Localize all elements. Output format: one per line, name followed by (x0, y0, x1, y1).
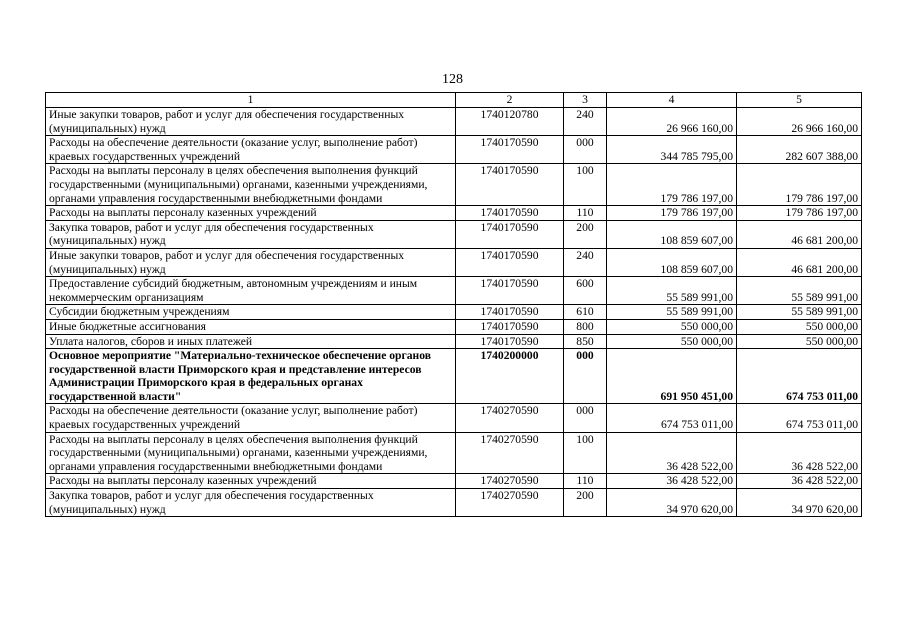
table-row (46, 164, 862, 206)
row-value-col4: 344 785 795,00 (607, 136, 737, 164)
row-name-cell: Расходы на выплаты персоналу казенных учреждений (46, 474, 456, 489)
table-row (46, 334, 862, 349)
row-code-cell: 1740200000 (456, 349, 564, 404)
row-value-col5: 179 786 197,00 (737, 206, 862, 221)
row-name-cell: Основное мероприятие "Материально-техническое обеспечение органов государственной власти Приморского края и представление интересов Администрации Приморского края в федеральных органах государственной власти" (46, 349, 456, 404)
table-row (46, 489, 862, 517)
row-kind-cell: 850 (564, 334, 607, 349)
row-kind-cell: 240 (564, 248, 607, 276)
table-row (46, 305, 862, 320)
row-kind-cell: 200 (564, 220, 607, 248)
row-kind-cell: 100 (564, 432, 607, 474)
header-row (46, 93, 862, 108)
row-value-col4: 674 753 011,00 (607, 404, 737, 432)
row-code-cell: 1740170590 (456, 334, 564, 349)
table-row (46, 349, 862, 404)
row-value-col4: 36 428 522,00 (607, 432, 737, 474)
row-value-col4: 179 786 197,00 (607, 206, 737, 221)
row-code-cell: 1740170590 (456, 136, 564, 164)
table-row (46, 474, 862, 489)
row-kind-cell: 240 (564, 108, 607, 136)
row-name-cell: Предоставление субсидий бюджетным, автономным учреждениям и иным некоммерческим организациям (46, 277, 456, 305)
table-row (46, 220, 862, 248)
row-kind-cell: 110 (564, 474, 607, 489)
row-name-cell: Расходы на выплаты персоналу в целях обеспечения выполнения функций государственными (муниципальными) органами, казенными учреждениями, органами управления государственными внебюджетными фондами (46, 432, 456, 474)
row-kind-cell: 000 (564, 136, 607, 164)
row-value-col4: 550 000,00 (607, 334, 737, 349)
header-cell-4: 4 (607, 93, 737, 108)
row-value-col4: 26 966 160,00 (607, 108, 737, 136)
row-kind-cell: 000 (564, 404, 607, 432)
row-code-cell: 1740170590 (456, 277, 564, 305)
row-name-cell: Иные закупки товаров, работ и услуг для обеспечения государственных (муниципальных) нужд (46, 248, 456, 276)
row-value-col5: 34 970 620,00 (737, 489, 862, 517)
table-row (46, 248, 862, 276)
header-cell-3: 3 (564, 93, 607, 108)
row-name-cell: Иные бюджетные ассигнования (46, 319, 456, 334)
row-name-cell: Расходы на выплаты персоналу казенных учреждений (46, 206, 456, 221)
row-name-cell: Расходы на обеспечение деятельности (оказание услуг, выполнение работ) краевых государственных учреждений (46, 136, 456, 164)
row-kind-cell: 000 (564, 349, 607, 404)
row-value-col5: 26 966 160,00 (737, 108, 862, 136)
table-row (46, 108, 862, 136)
row-code-cell: 1740170590 (456, 248, 564, 276)
row-value-col5: 36 428 522,00 (737, 474, 862, 489)
row-name-cell: Субсидии бюджетным учреждениям (46, 305, 456, 320)
row-code-cell: 1740170590 (456, 319, 564, 334)
row-value-col5: 550 000,00 (737, 319, 862, 334)
header-cell-1: 1 (46, 93, 456, 108)
row-kind-cell: 610 (564, 305, 607, 320)
row-value-col5: 179 786 197,00 (737, 164, 862, 206)
row-code-cell: 1740170590 (456, 220, 564, 248)
row-value-col5: 46 681 200,00 (737, 248, 862, 276)
row-value-col4: 550 000,00 (607, 319, 737, 334)
table-row (46, 404, 862, 432)
row-code-cell: 1740120780 (456, 108, 564, 136)
table-row (46, 432, 862, 474)
row-code-cell: 1740270590 (456, 489, 564, 517)
table-row (46, 206, 862, 221)
row-code-cell: 1740270590 (456, 474, 564, 489)
row-name-cell: Расходы на обеспечение деятельности (оказание услуг, выполнение работ) краевых государственных учреждений (46, 404, 456, 432)
row-value-col5: 46 681 200,00 (737, 220, 862, 248)
row-value-col5: 674 753 011,00 (737, 404, 862, 432)
row-value-col5: 55 589 991,00 (737, 305, 862, 320)
row-value-col5: 55 589 991,00 (737, 277, 862, 305)
row-kind-cell: 110 (564, 206, 607, 221)
row-value-col4: 179 786 197,00 (607, 164, 737, 206)
header-cell-2: 2 (456, 93, 564, 108)
row-name-cell: Расходы на выплаты персоналу в целях обеспечения выполнения функций государственными (муниципальными) органами, казенными учреждениями, органами управления государственными внебюджетными фондами (46, 164, 456, 206)
row-value-col4: 108 859 607,00 (607, 248, 737, 276)
row-name-cell: Иные закупки товаров, работ и услуг для обеспечения государственных (муниципальных) нужд (46, 108, 456, 136)
row-kind-cell: 600 (564, 277, 607, 305)
page-number: 128 (442, 72, 463, 87)
row-code-cell: 1740170590 (456, 164, 564, 206)
row-code-cell: 1740170590 (456, 206, 564, 221)
row-value-col4: 108 859 607,00 (607, 220, 737, 248)
row-value-col4: 55 589 991,00 (607, 277, 737, 305)
row-kind-cell: 200 (564, 489, 607, 517)
row-value-col4: 55 589 991,00 (607, 305, 737, 320)
row-name-cell: Закупка товаров, работ и услуг для обеспечения государственных (муниципальных) нужд (46, 220, 456, 248)
row-value-col5: 550 000,00 (737, 334, 862, 349)
row-value-col4: 691 950 451,00 (607, 349, 737, 404)
row-value-col5: 36 428 522,00 (737, 432, 862, 474)
row-kind-cell: 800 (564, 319, 607, 334)
table-row (46, 277, 862, 305)
row-name-cell: Закупка товаров, работ и услуг для обеспечения государственных (муниципальных) нужд (46, 489, 456, 517)
row-value-col4: 34 970 620,00 (607, 489, 737, 517)
budget-table (45, 92, 862, 517)
header-cell-5: 5 (737, 93, 862, 108)
table-row (46, 136, 862, 164)
row-value-col4: 36 428 522,00 (607, 474, 737, 489)
row-code-cell: 1740170590 (456, 305, 564, 320)
table-row (46, 319, 862, 334)
row-value-col5: 282 607 388,00 (737, 136, 862, 164)
row-name-cell: Уплата налогов, сборов и иных платежей (46, 334, 456, 349)
row-code-cell: 1740270590 (456, 404, 564, 432)
table-body (46, 108, 862, 517)
row-kind-cell: 100 (564, 164, 607, 206)
row-code-cell: 1740270590 (456, 432, 564, 474)
row-value-col5: 674 753 011,00 (737, 349, 862, 404)
